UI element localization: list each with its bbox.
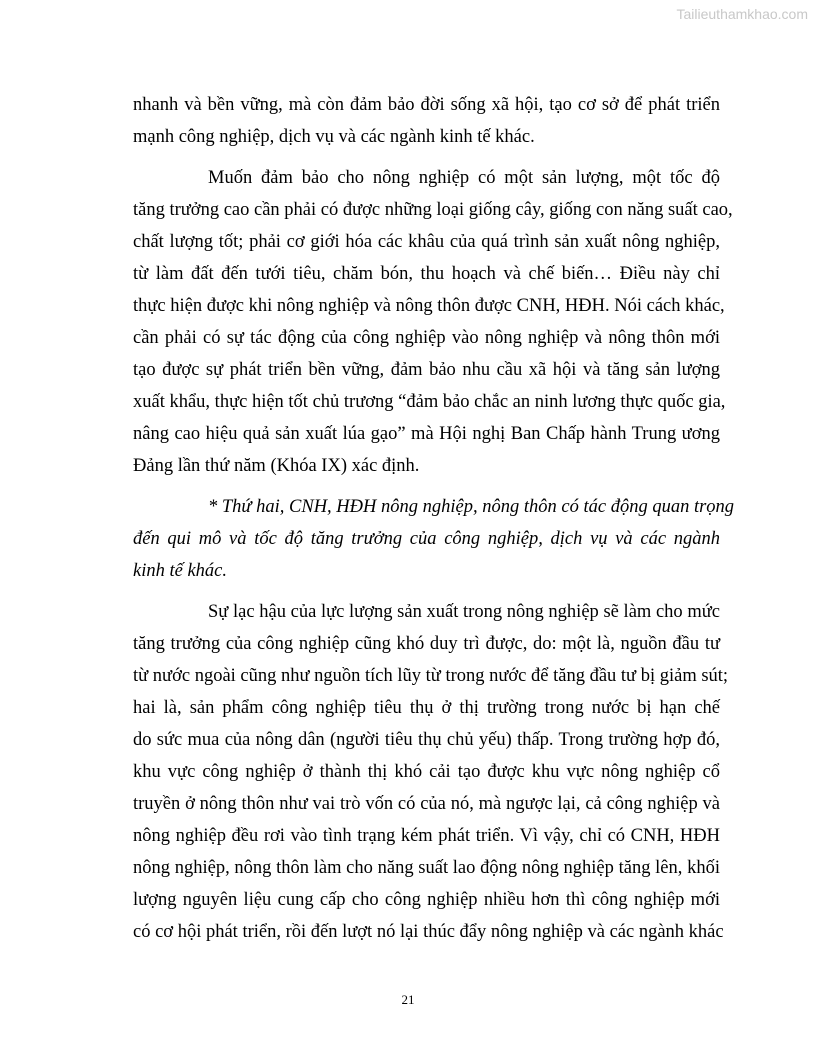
text-line: nâng cao hiệu quả sản xuất lúa gạo” mà Hội nghị Ban Chấp hành Trung ương — [133, 424, 720, 444]
text-line: nông nghiệp, nông thôn làm cho năng suất lao động nông nghiệp tăng lên, khối — [133, 858, 720, 878]
text-line: do sức mua của nông dân (người tiêu thụ chủ yếu) thấp. Trong trường hợp đó, — [133, 730, 720, 750]
text-line: chất lượng tốt; phải cơ giới hóa các khâu của quá trình sản xuất nông nghiệp, — [133, 232, 720, 252]
text-line: truyền ở nông thôn như vai trò vốn có của nó, mà ngược lại, cả công nghiệp và — [133, 794, 720, 814]
text-line: kinh tế khác. — [133, 561, 227, 581]
text-line: tăng trưởng cao cần phải có được những loại giống cây, giống con năng suất cao, — [133, 200, 733, 220]
text-line: tăng trưởng của công nghiệp cũng khó duy trì được, do: một là, nguồn đầu tư — [133, 634, 720, 654]
text-line: lượng nguyên liệu cung cấp cho công nghiệp nhiều hơn thì công nghiệp mới — [133, 890, 720, 910]
text-line: cần phải có sự tác động của công nghiệp vào nông nghiệp và nông thôn mới — [133, 328, 720, 348]
text-line: xuất khẩu, thực hiện tốt chủ trương “đảm bảo chắc an ninh lương thực quốc gia, — [133, 392, 726, 412]
paragraph — [133, 599, 729, 951]
text-line: * Thứ hai, CNH, HĐH nông nghiệp, nông thôn có tác động quan trọng — [208, 497, 735, 517]
text-line: thực hiện được khi nông nghiệp và nông thôn được CNH, HĐH. Nói cách khác, — [133, 296, 725, 316]
text-line: khu vực công nghiệp ở thành thị khó cải tạo được khu vực nông nghiệp cổ — [133, 762, 720, 782]
paragraph — [133, 165, 733, 485]
text-line: Muốn đảm bảo cho nông nghiệp có một sản lượng, một tốc độ — [208, 168, 720, 188]
text-line: hai là, sản phẩm công nghiệp tiêu thụ ở thị trường trong nước bị hạn chế — [133, 698, 720, 718]
page-number: 21 — [401, 992, 415, 1007]
text-line: Sự lạc hậu của lực lượng sản xuất trong nông nghiệp sẽ làm cho mức — [208, 602, 720, 622]
paragraph — [133, 494, 735, 590]
text-line: từ nước ngoài cũng như nguồn tích lũy từ trong nước để tăng đầu tư bị giảm sút; — [133, 666, 729, 686]
text-line: có cơ hội phát triển, rồi đến lượt nó lại thúc đẩy nông nghiệp và các ngành khác — [133, 922, 724, 942]
text-line: nhanh và bền vững, mà còn đảm bảo đời sống xã hội, tạo cơ sở để phát triển — [133, 95, 720, 115]
document-body — [133, 92, 735, 960]
paragraph — [133, 92, 720, 156]
text-line: đến qui mô và tốc độ tăng trưởng của công nghiệp, dịch vụ và các ngành — [133, 529, 720, 549]
watermark: Tailieuthamkhao.com — [676, 6, 808, 22]
text-line: mạnh công nghiệp, dịch vụ và các ngành kinh tế khác. — [133, 127, 535, 147]
text-line: Đảng lần thứ năm (Khóa IX) xác định. — [133, 456, 420, 476]
text-line: tạo được sự phát triển bền vững, đảm bảo nhu cầu xã hội và tăng sản lượng — [133, 360, 720, 380]
text-line: từ làm đất đến tưới tiêu, chăm bón, thu hoạch và chế biến… Điều này chỉ — [133, 264, 720, 284]
text-line: nông nghiệp đều rơi vào tình trạng kém phát triển. Vì vậy, chỉ có CNH, HĐH — [133, 826, 720, 846]
